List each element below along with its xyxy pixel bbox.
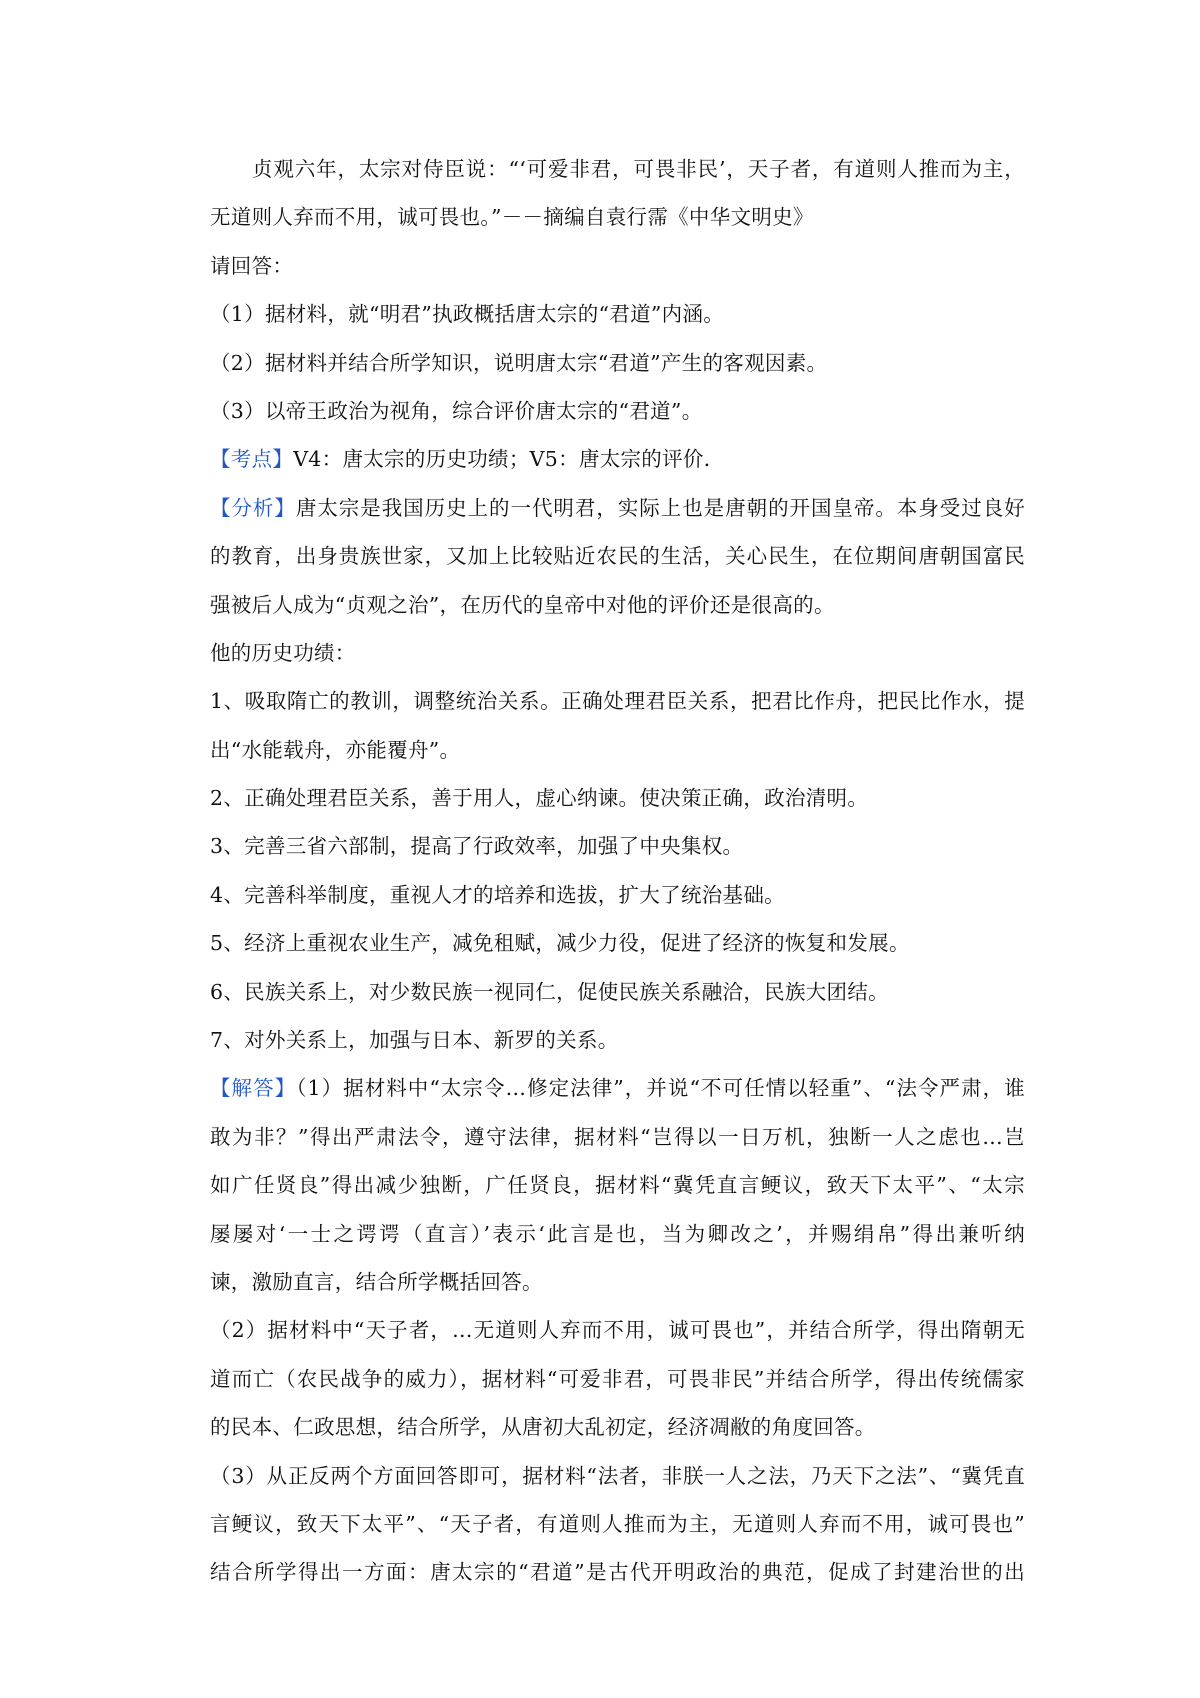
fenxi-line-2: 的教育，出身贵族世家，又加上比较贴近农民的生活，关心民生，在位期间唐朝国富民 bbox=[210, 544, 1025, 569]
kaodian-tag: 【考点】 bbox=[210, 447, 294, 472]
jieda-line-3: 如广任贤良”得出减少独断，广任贤良，据材料“冀凭直言鲠议，致天下太平”、“太宗 bbox=[210, 1173, 1025, 1198]
achievement-line-2: 出“水能载舟，亦能覆舟”。 bbox=[210, 737, 461, 762]
material-line-1: 贞观六年，太宗对侍臣说：“‘可爱非君，可畏非民’，天子者，有道则人推而为主， bbox=[252, 157, 1025, 181]
achievement-line-3: 2、正确处理君臣关系，善于用人，虚心纳谏。使决策正确，政治清明。 bbox=[210, 786, 869, 811]
jieda-line-2: 敢为非？”得出严肃法令，遵守法律，据材料“岂得以一日万机，独断一人之虑也…岂 bbox=[210, 1124, 1025, 1149]
jieda-line-4: 屡屡对‘一士之谔谔（直言）’表示‘此言是也，当为卿改之’，并赐绢帛”得出兼听纳 bbox=[210, 1221, 1025, 1246]
jieda-line-5: 谏，激励直言，结合所学概括回答。 bbox=[210, 1269, 543, 1294]
question-prompt: 请回答： bbox=[210, 253, 294, 278]
jieda-line-10: 言鲠议，致天下太平”、“天子者，有道则人推而为主，无道则人弃而不用，诚可畏也” bbox=[210, 1511, 1025, 1536]
material-line-2: 无道则人弃而不用，诚可畏也。”－－摘编自袁行霈《中华文明史》 bbox=[210, 205, 814, 230]
jieda-line-9: （3）从正反两个方面回答即可，据材料“法者，非朕一人之法，乃天下之法”、“冀凭直 bbox=[210, 1463, 1025, 1488]
fenxi-text-1: 唐太宗是我国历史上的一代明君，实际上也是唐朝的开国皇帝。本身受过良好 bbox=[295, 495, 1025, 520]
achievement-line-7: 6、民族关系上，对少数民族一视同仁，促使民族关系融洽，民族大团结。 bbox=[210, 979, 889, 1004]
jieda-line-7: 道而亡（农民战争的威力），据材料“可爱非君，可畏非民”并结合所学，得出传统儒家 bbox=[210, 1366, 1025, 1391]
question-item-1: （1）据材料，就“明君”执政概括唐太宗的“君道”内涵。 bbox=[210, 302, 725, 327]
question-item-2: （2）据材料并结合所学知识，说明唐太宗“君道”产生的客观因素。 bbox=[210, 350, 828, 375]
jieda-tag: 【解答】 bbox=[210, 1076, 297, 1101]
jieda-line-6: （2）据材料中“天子者，…无道则人弃而不用，诚可畏也”，并结合所学，得出隋朝无 bbox=[210, 1318, 1025, 1343]
jieda-line-11: 结合所学得出一方面：唐太宗的“君道”是古代开明政治的典范，促成了封建治世的出 bbox=[210, 1560, 1025, 1585]
fenxi-line-1 bbox=[210, 484, 1025, 532]
fenxi-line-3: 强被后人成为“贞观之治”，在历代的皇帝中对他的评价还是很高的。 bbox=[210, 592, 835, 617]
fenxi-tag: 【分析】 bbox=[210, 495, 296, 520]
kaodian-text: V4：唐太宗的历史功绩；V5：唐太宗的评价． bbox=[293, 447, 725, 472]
jieda-line-1 bbox=[210, 1064, 1025, 1112]
achievement-line-1: 1、吸取隋亡的教训，调整统治关系。正确处理君臣关系，把君比作舟，把民比作水，提 bbox=[210, 689, 1025, 714]
question-item-3: （3）以帝王政治为视角，综合评价唐太宗的“君道”。 bbox=[210, 398, 703, 423]
question-content bbox=[210, 145, 1025, 1597]
jieda-text-1: （1）据材料中“太宗令…修定法律”，并说“不可任情以轻重”、“法令严肃，谁 bbox=[296, 1076, 1025, 1101]
jieda-line-8: 的民本、仁政思想，结合所学，从唐初大乱初定，经济凋敝的角度回答。 bbox=[210, 1415, 876, 1440]
achievement-line-8: 7、对外关系上，加强与日本、新罗的关系。 bbox=[210, 1028, 619, 1053]
kaodian-line bbox=[210, 435, 1025, 483]
achievement-line-5: 4、完善科举制度，重视人才的培养和选拔，扩大了统治基础。 bbox=[210, 882, 785, 907]
achievements-heading: 他的历史功绩： bbox=[210, 640, 356, 665]
achievement-line-6: 5、经济上重视农业生产，减免租赋，减少力役，促进了经济的恢复和发展。 bbox=[210, 931, 910, 956]
achievement-line-4: 3、完善三省六部制，提高了行政效率，加强了中央集权。 bbox=[210, 834, 744, 859]
